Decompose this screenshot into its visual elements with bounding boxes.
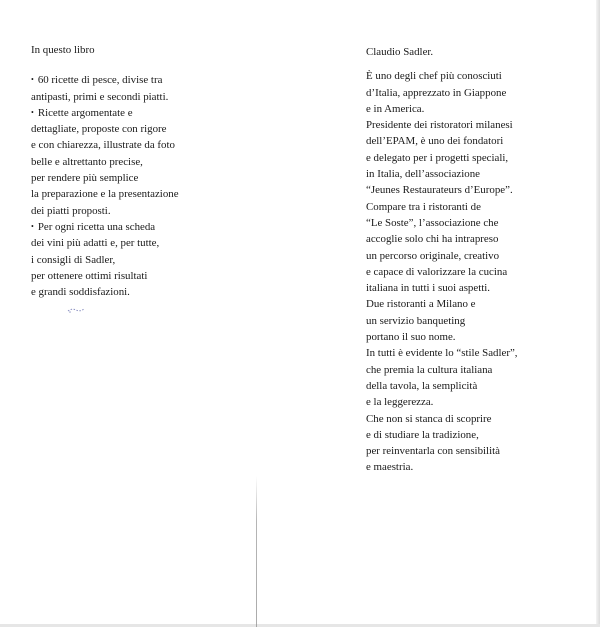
text-line: In tutti è evidente lo “stile Sadler”,: [366, 347, 518, 360]
text-line: e la leggerezza.: [366, 396, 434, 409]
page-fold-line: [256, 476, 257, 627]
text-line: “Jeunes Restaurateurs d’Europe”.: [366, 184, 513, 197]
text-line: la preparazione e la presentazione: [31, 188, 179, 201]
text-line: Presidente dei ristoratori milanesi: [366, 119, 513, 132]
text-line: • Per ogni ricetta una scheda: [31, 219, 246, 235]
text-line: dettagliate, proposte con rigore: [31, 123, 167, 136]
text-line: per rendere più semplice: [31, 172, 139, 185]
text-line: e maestria.: [366, 461, 414, 474]
text-line: un servizio banqueting: [366, 314, 466, 327]
text-line: Due ristoranti a Milano e: [366, 298, 476, 311]
text-line: per ottenere ottimi risultati: [31, 269, 148, 282]
text-line: d’Italia, apprezzato in Giappone: [366, 86, 507, 99]
left-column: [31, 42, 246, 300]
text-line: i consigli di Sadler,: [31, 253, 116, 266]
text-line: per reinventarla con sensibilità: [366, 445, 500, 458]
page-edge: [596, 0, 600, 627]
text-line: antipasti, primi e secondi piatti.: [31, 90, 169, 103]
text-line: che premia la cultura italiana: [366, 363, 493, 376]
text-line: accoglie solo chi ha intrapreso: [366, 233, 499, 246]
text-line: e capace di valorizzare la cucina: [366, 265, 508, 278]
text-line: in Italia, dell’associazione: [366, 168, 481, 181]
text-line: e con chiarezza, illustrate da foto: [31, 139, 175, 152]
ink-smudge: [67, 306, 87, 314]
text-line: e in America.: [366, 102, 425, 115]
left-body: [31, 72, 246, 300]
text-line: portano il suo nome.: [366, 331, 456, 344]
text-line: un percorso originale, creativo: [366, 249, 500, 262]
text-line: dell’EPAM, è uno dei fondatori: [366, 135, 504, 148]
text-line: e delegato per i progetti speciali,: [366, 151, 509, 164]
text-line: “Le Soste”, l’associazione che: [366, 216, 499, 229]
text-line: e grandi soddisfazioni.: [31, 286, 130, 299]
text-line: È uno degli chef più conosciuti: [366, 70, 502, 83]
text-line: Compare tra i ristoranti de: [366, 200, 481, 213]
text-line: • 60 ricette di pesce, divise tra: [31, 72, 246, 88]
right-body: [366, 68, 591, 475]
text-line: della tavola, la semplicità: [366, 379, 478, 392]
text-line: dei piatti proposti.: [31, 204, 111, 217]
right-column: [366, 44, 591, 476]
right-heading: Claudio Sadler.: [366, 46, 434, 58]
text-line: belle e altrettanto precise,: [31, 155, 143, 168]
text-line: dei vini più adatti e, per tutte,: [31, 237, 160, 250]
text-line: • Ricette argomentate e: [31, 105, 246, 121]
text-line: e di studiare la tradizione,: [366, 428, 479, 441]
left-heading: In questo libro: [31, 44, 95, 56]
text-line: italiana in tutti i suoi aspetti.: [366, 282, 491, 295]
text-line: Che non si stanca di scoprire: [366, 412, 492, 425]
